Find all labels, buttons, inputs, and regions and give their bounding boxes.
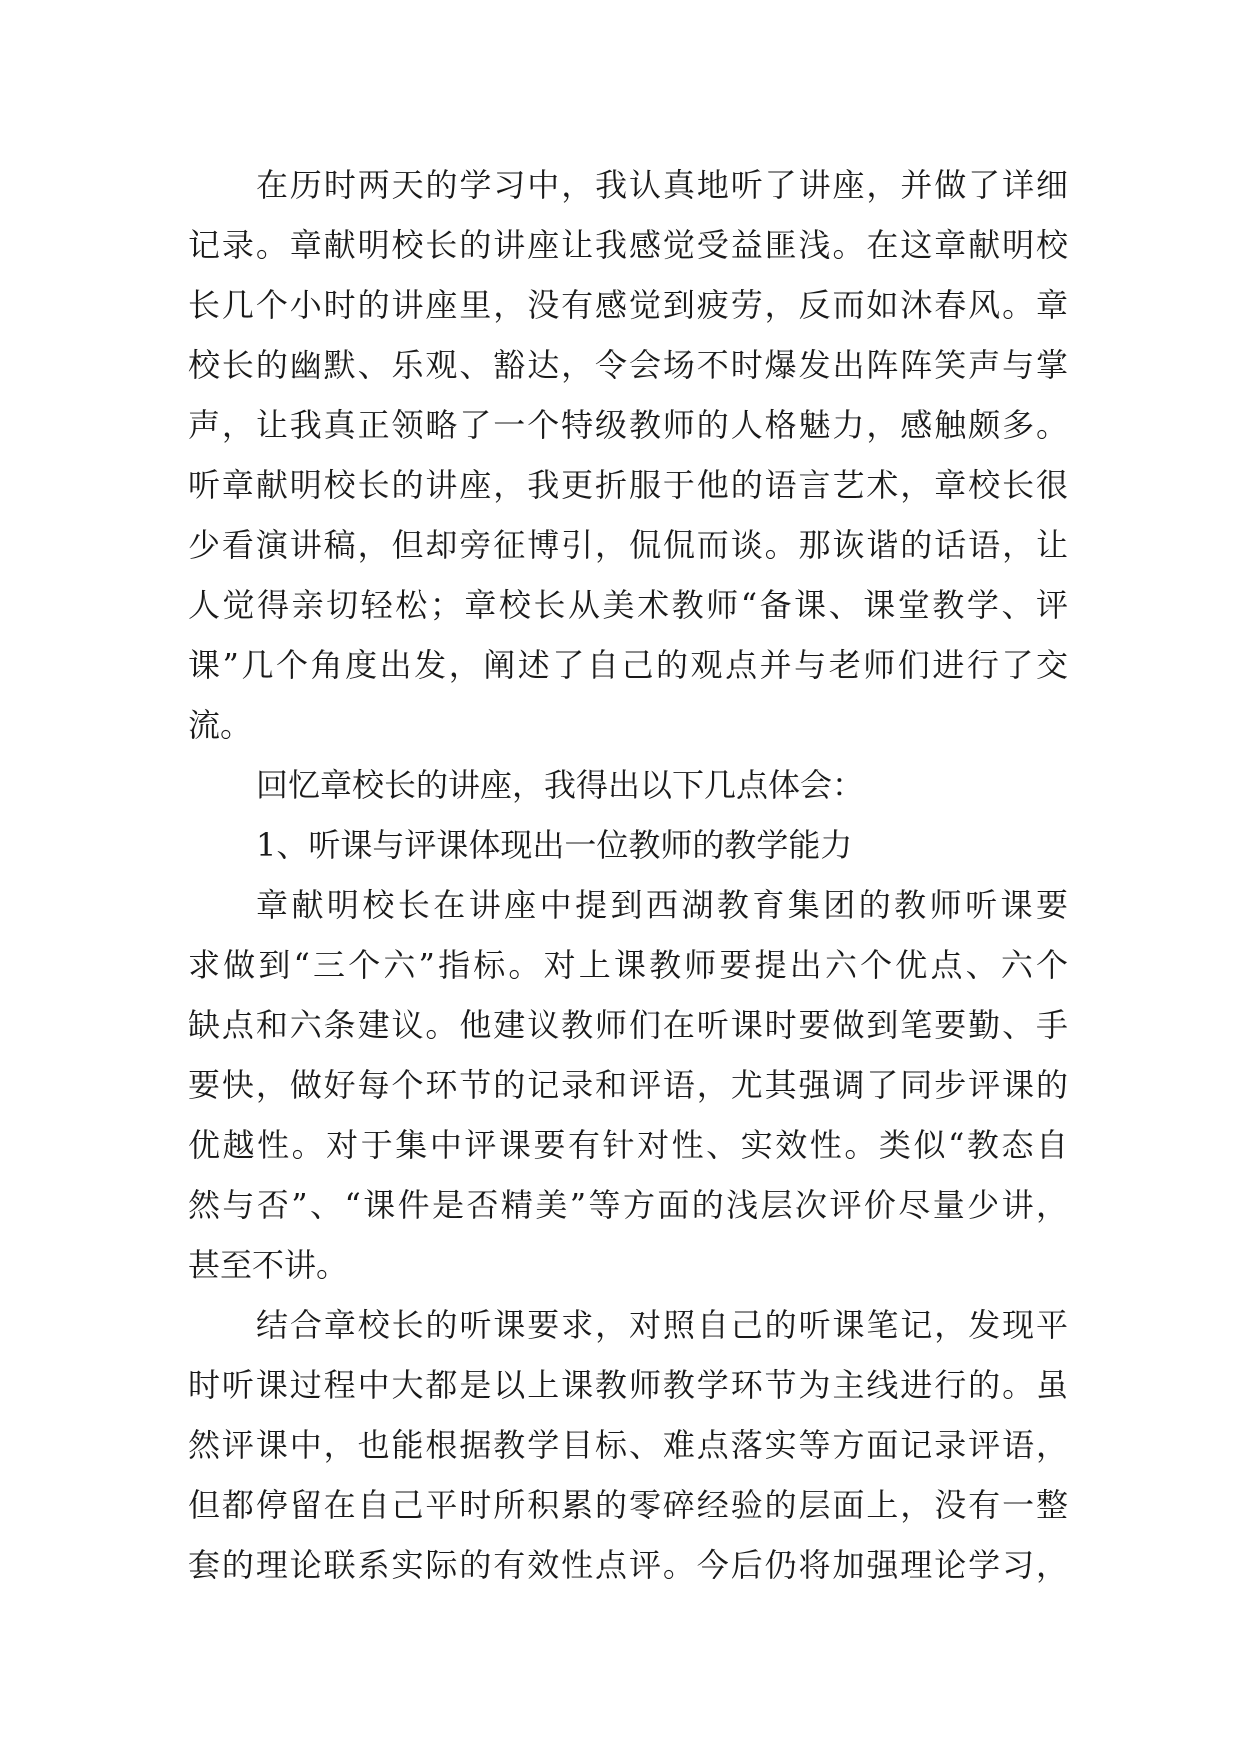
paragraph-1-line-9: 课”几个角度出发，阐述了自己的观点并与老师们进行了交	[188, 646, 1068, 684]
section-heading-1: 1、听课与评课体现出一位教师的教学能力	[256, 826, 853, 864]
paragraph-1-line-4: 校长的幽默、乐观、豁达，令会场不时爆发出阵阵笑声与掌	[188, 346, 1068, 384]
paragraph-3-line-2: 求做到“三个六”指标。对上课教师要提出六个优点、六个	[188, 946, 1068, 984]
paragraph-4-line-4: 但都停留在自己平时所积累的零碎经验的层面上，没有一整	[188, 1486, 1068, 1524]
paragraph-1-line-2: 记录。章献明校长的讲座让我感觉受益匪浅。在这章献明校	[188, 226, 1068, 264]
paragraph-3-line-4: 要快，做好每个环节的记录和评语，尤其强调了同步评课的	[188, 1066, 1068, 1104]
paragraph-1-line-1: 在历时两天的学习中，我认真地听了讲座，并做了详细	[256, 166, 1068, 204]
paragraph-4-line-1: 结合章校长的听课要求，对照自己的听课笔记，发现平	[256, 1306, 1068, 1344]
paragraph-1-line-8: 人觉得亲切轻松；章校长从美术教师“备课、课堂教学、评	[188, 586, 1068, 624]
paragraph-4-line-5: 套的理论联系实际的有效性点评。今后仍将加强理论学习，	[188, 1546, 1068, 1584]
paragraph-2-line-1: 回忆章校长的讲座，我得出以下几点体会：	[256, 766, 865, 804]
paragraph-3-line-5: 优越性。对于集中评课要有针对性、实效性。类似“教态自	[188, 1126, 1068, 1164]
paragraph-1-line-10: 流。	[188, 706, 253, 744]
paragraph-3-line-7: 甚至不讲。	[188, 1246, 349, 1284]
paragraph-3-line-6: 然与否”、“课件是否精美”等方面的浅层次评价尽量少讲，	[188, 1186, 1068, 1224]
paragraph-3-line-3: 缺点和六条建议。他建议教师们在听课时要做到笔要勤、手	[188, 1006, 1068, 1044]
paragraph-1-line-6: 听章献明校长的讲座，我更折服于他的语言艺术，章校长很	[188, 466, 1068, 504]
paragraph-1-line-3: 长几个小时的讲座里，没有感觉到疲劳，反而如沐春风。章	[188, 286, 1068, 324]
paragraph-4-line-3: 然评课中，也能根据教学目标、难点落实等方面记录评语，	[188, 1426, 1068, 1464]
paragraph-1-line-7: 少看演讲稿，但却旁征博引，侃侃而谈。那诙谐的话语，让	[188, 526, 1068, 564]
paragraph-4-line-2: 时听课过程中大都是以上课教师教学环节为主线进行的。虽	[188, 1366, 1068, 1404]
paragraph-1-line-5: 声，让我真正领略了一个特级教师的人格魅力，感触颇多。	[188, 406, 1068, 444]
paragraph-3-line-1: 章献明校长在讲座中提到西湖教育集团的教师听课要	[256, 886, 1068, 924]
